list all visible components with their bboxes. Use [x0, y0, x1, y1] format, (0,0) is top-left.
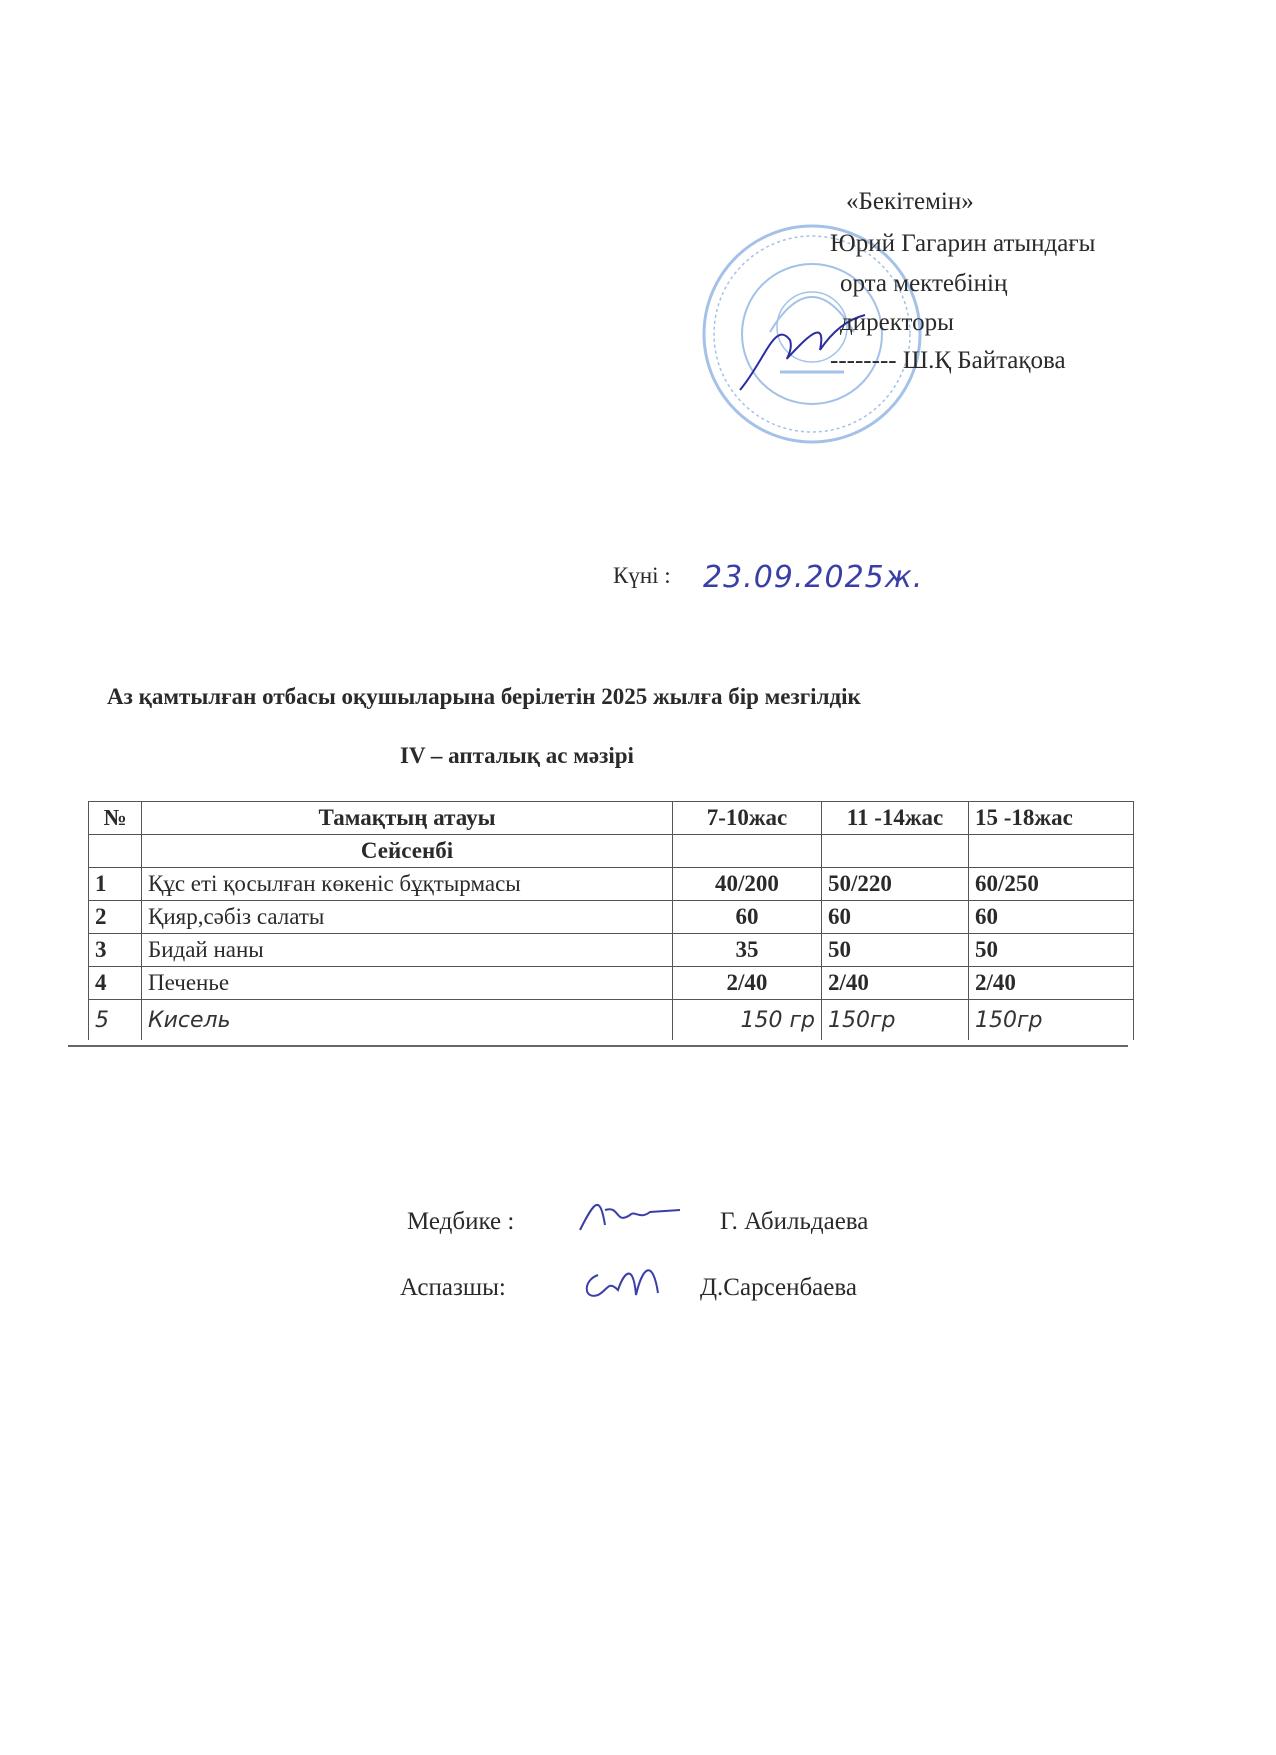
portion-15-18: 2/40: [969, 967, 1134, 1000]
dish-name: Құс еті қосылған көкеніс бұқтырмасы: [142, 868, 673, 901]
col-header-name: Тамақтың атауы: [142, 802, 673, 835]
col-header-age-15-18: 15 -18жас: [969, 802, 1134, 835]
table-row: [89, 901, 1134, 934]
portion-7-10: 40/200: [673, 868, 822, 901]
table-header-row: [89, 802, 1134, 835]
row-number: 3: [89, 934, 142, 967]
approval-line: Юрий Гагарин атындағы: [830, 230, 1096, 257]
day-row: [89, 835, 1134, 868]
portion-15-18: 50: [969, 934, 1134, 967]
portion-11-14: 50: [822, 934, 969, 967]
col-header-age-7-10: 7-10жас: [673, 802, 822, 835]
row-number: 1: [89, 868, 142, 901]
table-row: [89, 868, 1134, 901]
portion-11-14: 2/40: [822, 967, 969, 1000]
row-number: 4: [89, 967, 142, 1000]
day-label: Сейсенбі: [142, 835, 673, 868]
table-row: [89, 967, 1134, 1000]
nurse-label: Медбике :: [407, 1208, 515, 1235]
director-name: -------- Ш.Қ Байтақова: [830, 347, 1066, 374]
dish-name: Қияр,сәбіз салаты: [142, 901, 673, 934]
approval-line: орта мектебінің: [840, 270, 1008, 297]
handwritten-underline: [68, 1045, 1128, 1047]
portion-11-14: 150гр: [822, 1000, 969, 1041]
portion-7-10: 2/40: [673, 967, 822, 1000]
col-header-age-11-14: 11 -14жас: [822, 802, 969, 835]
table-row-handwritten: [89, 1000, 1134, 1041]
menu-table: [88, 801, 1134, 1040]
portion-7-10: 150 гр: [673, 1000, 822, 1041]
col-header-number: №: [89, 802, 142, 835]
table-row: [89, 934, 1134, 967]
cook-name: Д.Сарсенбаева: [700, 1274, 857, 1301]
document-subtitle: IV – апталық ас мәзірі: [400, 743, 634, 768]
row-number: 5: [89, 1000, 142, 1041]
portion-7-10: 60: [673, 901, 822, 934]
date-label: Күні :: [613, 563, 671, 588]
portion-15-18: 60/250: [969, 868, 1134, 901]
nurse-signature: [575, 1190, 685, 1240]
approval-heading: «Бекітемін»: [846, 188, 974, 215]
approval-line: директоры: [840, 309, 954, 336]
cook-signature: [578, 1255, 668, 1310]
portion-11-14: 50/220: [822, 868, 969, 901]
nurse-name: Г. Абильдаева: [720, 1208, 869, 1235]
date-value: 23.09.2025ж.: [703, 560, 924, 595]
dish-name: Кисель: [142, 1000, 673, 1041]
portion-7-10: 35: [673, 934, 822, 967]
document-title: Аз қамтылған отбасы оқушыларына берілетін 2025 жылға бір мезгілдік: [107, 684, 861, 709]
cook-label: Аспазшы:: [400, 1274, 506, 1301]
portion-11-14: 60: [822, 901, 969, 934]
portion-15-18: 150гр: [969, 1000, 1134, 1041]
portion-15-18: 60: [969, 901, 1134, 934]
dish-name: Печенье: [142, 967, 673, 1000]
dish-name: Бидай наны: [142, 934, 673, 967]
row-number: 2: [89, 901, 142, 934]
